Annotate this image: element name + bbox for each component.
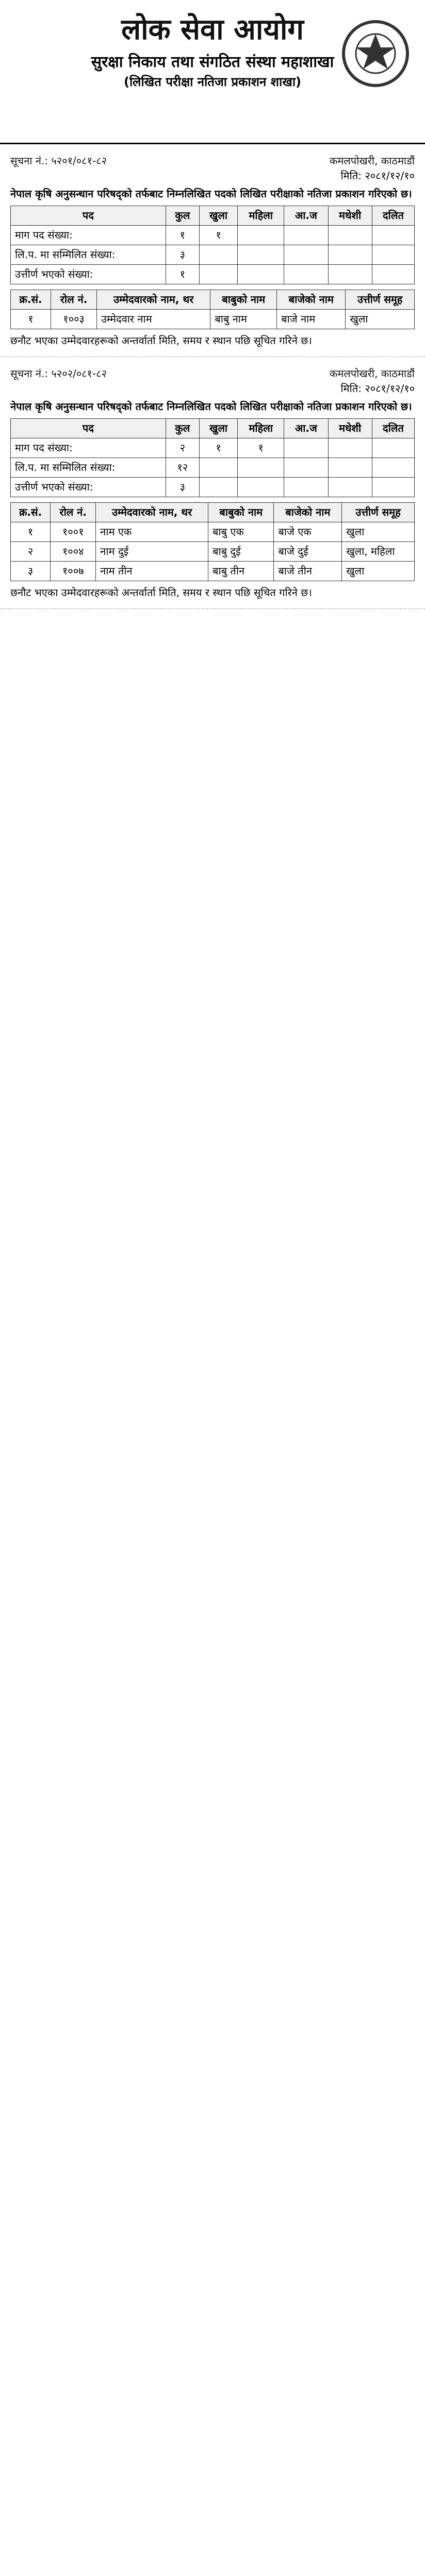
summary-header-cell: महिला [238, 419, 284, 438]
results-header-cell: उत्तीर्ण समूह [342, 503, 415, 522]
results-cell: १००७ [51, 562, 96, 581]
summary-cell: १ [238, 438, 284, 458]
notice-date-row [10, 382, 415, 395]
summary-header-cell: आ.ज [284, 206, 328, 226]
summary-header-cell: कुल [166, 419, 199, 438]
summary-table [10, 418, 415, 497]
results-table-header-row [11, 290, 415, 310]
summary-cell: लि.प. मा सम्मिलित संख्या: [11, 245, 166, 265]
summary-header-cell: मधेशी [328, 419, 372, 438]
summary-cell [328, 478, 372, 497]
results-header-cell: बाबुको नाम [208, 503, 274, 522]
results-header-cell: बाजेको नाम [277, 290, 346, 310]
summary-cell [372, 226, 414, 245]
results-header-cell: क्र.सं. [11, 290, 51, 310]
results-cell: बाजे एक [274, 522, 342, 542]
results-header-cell: उत्तीर्ण समूह [346, 290, 415, 310]
summary-cell: लि.प. मा सम्मिलित संख्या: [11, 458, 166, 478]
results-cell: खुला [346, 310, 415, 329]
summary-cell [200, 245, 238, 265]
summary-cell: १ [166, 265, 199, 284]
results-header-cell: बाजेको नाम [274, 503, 342, 522]
results-cell: बाबु तीन [208, 562, 274, 581]
summary-cell: माग पद संख्या: [11, 438, 166, 458]
summary-cell [372, 245, 414, 265]
summary-cell [238, 478, 284, 497]
summary-cell: माग पद संख्या: [11, 226, 166, 245]
summary-cell [284, 438, 328, 458]
summary-cell [284, 265, 328, 284]
results-header-cell: बाबुको नाम [210, 290, 277, 310]
summary-cell [238, 265, 284, 284]
summary-table-row [11, 438, 415, 458]
summary-cell [372, 265, 414, 284]
results-cell: १ [11, 310, 51, 329]
results-cell: नाम तीन [96, 562, 208, 581]
summary-cell: उत्तीर्ण भएको संख्या: [11, 478, 166, 497]
summary-table-row [11, 419, 415, 438]
results-table-row [11, 542, 415, 562]
summary-cell [328, 265, 372, 284]
summary-cell [200, 458, 238, 478]
summary-cell: १२ [166, 458, 199, 478]
results-header-cell: उम्मेदवारको नाम, थर [97, 290, 210, 310]
results-cell: बाजे दुई [274, 542, 342, 562]
summary-cell: ३ [166, 245, 199, 265]
summary-cell: १ [200, 226, 238, 245]
results-table [10, 502, 415, 581]
notices-list [0, 144, 425, 609]
summary-cell [328, 458, 372, 478]
notice-ref-right: कमलपोखरी, काठमाडौं [329, 155, 415, 167]
summary-cell [284, 478, 328, 497]
results-cell: बाबु नाम [210, 310, 277, 329]
results-table-row [11, 310, 415, 329]
results-cell: उम्मेदवार नाम [97, 310, 210, 329]
summary-cell [328, 226, 372, 245]
results-cell: १००१ [51, 522, 96, 542]
summary-cell: २ [166, 438, 199, 458]
results-cell: बाबु एक [208, 522, 274, 542]
results-table-row [11, 522, 415, 542]
summary-table-row [11, 458, 415, 478]
results-cell: खुला, महिला [342, 542, 415, 562]
notice-paragraph: नेपाल कृषि अनुसन्धान परिषद्को तर्फबाट निम्नलिखित पदको लिखित परीक्षाको नतिजा प्रकाशन गरिएको छ। [10, 400, 412, 413]
results-cell: बाजे नाम [277, 310, 346, 329]
summary-header-cell: आ.ज [284, 419, 328, 438]
summary-header-cell: महिला [238, 206, 284, 226]
results-cell: बाबु दुई [208, 542, 274, 562]
notice-paragraph: छनौट भएका उम्मेदवारहरूको अन्तर्वार्ता मिति, समय र स्थान पछि सूचित गरिने छ। [10, 586, 312, 599]
summary-cell [200, 265, 238, 284]
results-header-cell: क्र.सं. [11, 503, 51, 522]
summary-header-cell: खुला [200, 206, 238, 226]
summary-cell [284, 458, 328, 478]
results-cell: १००३ [51, 310, 97, 329]
results-cell: बाजे तीन [274, 562, 342, 581]
results-cell: १००४ [51, 542, 96, 562]
notice-paragraph: छनौट भएका उम्मेदवारहरूको अन्तर्वार्ता मिति, समय र स्थान पछि सूचित गरिने छ। [10, 334, 312, 347]
summary-table-row [11, 245, 415, 265]
results-table [10, 290, 415, 329]
notice-date: मिति: २०८१/१२/१० [340, 382, 415, 395]
notice-date: मिति: २०८१/१२/१० [340, 170, 415, 182]
summary-cell [284, 226, 328, 245]
notice-block [0, 144, 425, 357]
summary-header-cell: मधेशी [328, 206, 372, 226]
notice-block [0, 357, 425, 609]
notice-ref-left: सूचना नं.: ५२०२/०८१-८२ [10, 367, 107, 380]
results-cell: खुला [342, 522, 415, 542]
summary-header-cell: पद [11, 419, 166, 438]
summary-cell [372, 458, 414, 478]
results-cell: खुला [342, 562, 415, 581]
summary-table [10, 206, 415, 284]
summary-cell [238, 226, 284, 245]
results-header-cell: रोल नं. [51, 503, 96, 522]
results-table-row [11, 562, 415, 581]
summary-header-cell: दलित [372, 206, 414, 226]
results-cell: ३ [11, 562, 51, 581]
page-title: लोक सेवा आयोग [121, 12, 304, 46]
summary-header-cell: कुल [166, 206, 199, 226]
notice-date-row [10, 170, 415, 182]
summary-table-row [11, 265, 415, 284]
results-cell: १ [11, 522, 51, 542]
summary-cell: ३ [166, 478, 199, 497]
results-table-header-row [11, 503, 415, 522]
results-cell: नाम एक [96, 522, 208, 542]
notice-ref-right: कमलपोखरी, काठमाडौं [329, 367, 415, 380]
summary-table-row [11, 226, 415, 245]
summary-cell [238, 245, 284, 265]
notice-ref-left: सूचना नं.: ५२०१/०८१-८२ [10, 155, 107, 167]
results-header-cell: उम्मेदवारको नाम, थर [96, 503, 208, 522]
subtitle-2: (लिखित परीक्षा नतिजा प्रकाशन शाखा) [123, 74, 302, 89]
results-cell: नाम दुई [96, 542, 208, 562]
notice-paragraph: नेपाल कृषि अनुसन्धान परिषद्को तर्फबाट निम्नलिखित पदको लिखित परीक्षाको नतिजा प्रकाशन गरिएको छ। [10, 188, 412, 200]
summary-cell: १ [200, 438, 238, 458]
summary-cell [284, 245, 328, 265]
summary-cell [238, 458, 284, 478]
results-header-cell: रोल नं. [51, 290, 97, 310]
summary-cell [328, 245, 372, 265]
summary-header-cell: खुला [200, 419, 238, 438]
summary-cell [328, 438, 372, 458]
summary-cell: उत्तीर्ण भएको संख्या: [11, 265, 166, 284]
summary-cell [372, 478, 414, 497]
summary-header-cell: दलित [372, 419, 414, 438]
summary-header-cell: पद [11, 206, 166, 226]
government-seal-icon [339, 18, 412, 90]
notice-meta-row [10, 367, 415, 380]
summary-cell [372, 438, 414, 458]
summary-cell [200, 478, 238, 497]
results-cell: २ [11, 542, 51, 562]
summary-table-row [11, 478, 415, 497]
notice-meta-row [10, 155, 415, 167]
summary-table-row [11, 206, 415, 226]
summary-cell: १ [166, 226, 199, 245]
subtitle-1: सुरक्षा निकाय तथा संगठित संस्था महाशाखा [91, 53, 334, 71]
header [0, 11, 425, 144]
